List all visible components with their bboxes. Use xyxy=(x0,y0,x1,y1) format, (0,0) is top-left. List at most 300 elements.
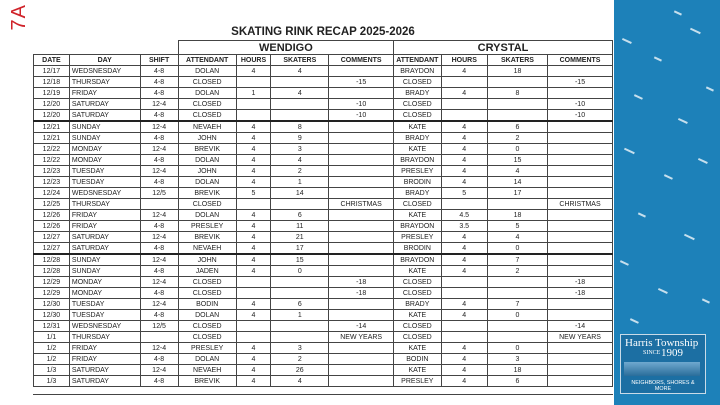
cell-att2: BRAYDON xyxy=(394,66,441,77)
cell-hrs xyxy=(236,77,271,88)
cell-hrs2 xyxy=(441,277,487,288)
table-row xyxy=(34,343,613,354)
col-shift: SHIFT xyxy=(140,55,178,66)
cell-sk2: 18 xyxy=(487,365,547,376)
cell-att: NEVAEH xyxy=(178,365,236,376)
col-day: DAY xyxy=(69,55,140,66)
cell-com2: -14 xyxy=(548,321,613,332)
cell-com xyxy=(329,354,394,365)
cell-hrs xyxy=(236,99,271,110)
cell-att2: CLOSED xyxy=(394,321,441,332)
table-row xyxy=(34,77,613,88)
cell-shift: 4-8 xyxy=(140,376,178,387)
cell-shift: 4-8 xyxy=(140,221,178,232)
cell-att2: BRAYDON xyxy=(394,254,441,266)
cell-day: FRIDAY xyxy=(69,343,140,354)
cell-sk2: 4 xyxy=(487,166,547,177)
cell-hrs2: 4 xyxy=(441,299,487,310)
cell-att2: CLOSED xyxy=(394,110,441,122)
cell-com xyxy=(329,133,394,144)
cell-com2 xyxy=(548,155,613,166)
table-body xyxy=(34,66,613,387)
cell-att2: KATE xyxy=(394,343,441,354)
cell-hrs2 xyxy=(441,321,487,332)
cell-att2: PRESLEY xyxy=(394,166,441,177)
cell-day: SUNDAY xyxy=(69,121,140,133)
cell-hrs2 xyxy=(441,199,487,210)
cell-att2: BRAYDON xyxy=(394,221,441,232)
cell-sk2: 2 xyxy=(487,133,547,144)
table-row xyxy=(34,254,613,266)
table-row xyxy=(34,99,613,110)
cell-com2 xyxy=(548,210,613,221)
cell-com2 xyxy=(548,166,613,177)
table-row xyxy=(34,321,613,332)
table-row xyxy=(34,277,613,288)
cell-hrs xyxy=(236,277,271,288)
cell-hrs: 4 xyxy=(236,310,271,321)
cell-att2: CLOSED xyxy=(394,277,441,288)
cell-hrs: 4 xyxy=(236,177,271,188)
logo-tagline: NEIGHBORS, SHORES & MORE xyxy=(631,380,695,392)
cell-shift: 12-4 xyxy=(140,166,178,177)
cell-day: MONDAY xyxy=(69,288,140,299)
cell-hrs2: 4 xyxy=(441,177,487,188)
cell-att2: BRODIN xyxy=(394,177,441,188)
table-row xyxy=(34,199,613,210)
cell-hrs: 4 xyxy=(236,266,271,277)
cell-hrs2 xyxy=(441,99,487,110)
cell-date: 12/28 xyxy=(34,254,70,266)
cell-com2 xyxy=(548,66,613,77)
cell-sk: 3 xyxy=(271,343,329,354)
col-comments: COMMENTS xyxy=(329,55,394,66)
cell-sk xyxy=(271,321,329,332)
cell-date: 12/30 xyxy=(34,310,70,321)
cell-day: FRIDAY xyxy=(69,221,140,232)
cell-shift: 4-8 xyxy=(140,66,178,77)
cell-hrs: 4 xyxy=(236,221,271,232)
cell-sk2: 6 xyxy=(487,121,547,133)
cell-hrs: 4 xyxy=(236,376,271,387)
cell-sk: 2 xyxy=(271,166,329,177)
cell-date: 12/29 xyxy=(34,277,70,288)
cell-att: PRESLEY xyxy=(178,221,236,232)
group-spacer xyxy=(34,41,179,55)
cell-date: 12/31 xyxy=(34,321,70,332)
cell-day: WEDSNESDAY xyxy=(69,188,140,199)
cell-com2 xyxy=(548,144,613,155)
cell-sk: 4 xyxy=(271,155,329,166)
cell-day: THURSDAY xyxy=(69,199,140,210)
cell-com xyxy=(329,254,394,266)
cell-sk xyxy=(271,277,329,288)
cell-att2: CLOSED xyxy=(394,288,441,299)
cell-att: JOHN xyxy=(178,133,236,144)
cell-att: PRESLEY xyxy=(178,343,236,354)
cell-com xyxy=(329,365,394,376)
cell-com: -14 xyxy=(329,321,394,332)
cell-hrs2: 4 xyxy=(441,155,487,166)
cell-sk2: 0 xyxy=(487,343,547,354)
table-row xyxy=(34,354,613,365)
table-row xyxy=(34,155,613,166)
cell-sk: 26 xyxy=(271,365,329,376)
cell-sk: 4 xyxy=(271,66,329,77)
cell-hrs: 4 xyxy=(236,66,271,77)
cell-att2: KATE xyxy=(394,266,441,277)
table-row xyxy=(34,121,613,133)
cell-att: CLOSED xyxy=(178,110,236,122)
cell-hrs: 4 xyxy=(236,166,271,177)
table-row xyxy=(34,221,613,232)
cell-att: CLOSED xyxy=(178,332,236,343)
cell-shift: 12-4 xyxy=(140,299,178,310)
cell-shift: 12-4 xyxy=(140,365,178,376)
cell-hrs2 xyxy=(441,332,487,343)
cell-sk2: 5 xyxy=(487,221,547,232)
cell-date: 12/23 xyxy=(34,166,70,177)
cell-shift: 4-8 xyxy=(140,288,178,299)
cell-sk: 21 xyxy=(271,232,329,243)
cell-hrs: 4 xyxy=(236,299,271,310)
cell-day: SUNDAY xyxy=(69,266,140,277)
cell-com2 xyxy=(548,188,613,199)
cell-sk2: 17 xyxy=(487,188,547,199)
table-row xyxy=(34,365,613,376)
cell-sk xyxy=(271,99,329,110)
cell-att2: PRESLEY xyxy=(394,376,441,387)
cell-hrs: 1 xyxy=(236,88,271,99)
cell-hrs xyxy=(236,288,271,299)
cell-com xyxy=(329,166,394,177)
cell-com2: -15 xyxy=(548,77,613,88)
cell-day: SATURDAY xyxy=(69,110,140,122)
cell-hrs: 4 xyxy=(236,254,271,266)
cell-sk2: 4 xyxy=(487,232,547,243)
cell-att: DOLAN xyxy=(178,310,236,321)
cell-hrs2 xyxy=(441,288,487,299)
cell-com2 xyxy=(548,376,613,387)
logo-year: 1909 xyxy=(661,347,683,359)
cell-hrs: 4 xyxy=(236,343,271,354)
cell-sk: 1 xyxy=(271,177,329,188)
cell-shift xyxy=(140,332,178,343)
cell-att: DOLAN xyxy=(178,210,236,221)
cell-att: JOHN xyxy=(178,254,236,266)
cell-sk2: 7 xyxy=(487,299,547,310)
cell-com2 xyxy=(548,254,613,266)
table-row xyxy=(34,232,613,243)
cell-att2: BRADY xyxy=(394,299,441,310)
cell-att: NEVAEH xyxy=(178,121,236,133)
cell-sk2: 0 xyxy=(487,310,547,321)
cell-com2 xyxy=(548,121,613,133)
table-row xyxy=(34,166,613,177)
cell-date: 12/18 xyxy=(34,77,70,88)
cell-com2 xyxy=(548,221,613,232)
cell-com2 xyxy=(548,365,613,376)
cell-date: 12/28 xyxy=(34,266,70,277)
cell-sk2: 15 xyxy=(487,155,547,166)
cell-hrs2 xyxy=(441,77,487,88)
cell-sk: 0 xyxy=(271,266,329,277)
cell-date: 12/26 xyxy=(34,210,70,221)
cell-sk2 xyxy=(487,77,547,88)
cell-com xyxy=(329,310,394,321)
cell-day: WEDSNESDAY xyxy=(69,66,140,77)
cell-shift: 4-8 xyxy=(140,88,178,99)
cell-hrs xyxy=(236,199,271,210)
cell-day: MONDAY xyxy=(69,155,140,166)
cell-com xyxy=(329,144,394,155)
cell-sk: 9 xyxy=(271,133,329,144)
cell-att: CLOSED xyxy=(178,199,236,210)
cell-att2: CLOSED xyxy=(394,332,441,343)
cell-com: -10 xyxy=(329,110,394,122)
table-row xyxy=(34,188,613,199)
table-row xyxy=(34,110,613,122)
cell-sk: 6 xyxy=(271,299,329,310)
cell-sk: 15 xyxy=(271,254,329,266)
cell-sk: 4 xyxy=(271,88,329,99)
group-crystal: CRYSTAL xyxy=(394,41,613,55)
cell-date: 12/20 xyxy=(34,110,70,122)
cell-hrs xyxy=(236,332,271,343)
col-comments-crystal: COMMENTS xyxy=(548,55,613,66)
logo-since: SINCE xyxy=(643,350,661,356)
cell-sk2: 3 xyxy=(487,354,547,365)
cell-att2: PRESLEY xyxy=(394,232,441,243)
cell-com: -18 xyxy=(329,277,394,288)
recap-table xyxy=(33,40,613,387)
cell-day: FRIDAY xyxy=(69,88,140,99)
cell-att: CLOSED xyxy=(178,77,236,88)
cell-att: DOLAN xyxy=(178,66,236,77)
cell-shift: 4-8 xyxy=(140,354,178,365)
cell-hrs: 4 xyxy=(236,133,271,144)
cell-date: 12/21 xyxy=(34,121,70,133)
cell-hrs2: 3.5 xyxy=(441,221,487,232)
cell-sk2 xyxy=(487,288,547,299)
cell-day: SATURDAY xyxy=(69,243,140,255)
bottom-rule xyxy=(33,394,613,395)
cell-sk2: 14 xyxy=(487,177,547,188)
cell-sk xyxy=(271,199,329,210)
cell-date: 1/3 xyxy=(34,376,70,387)
cell-att2: KATE xyxy=(394,121,441,133)
cell-com xyxy=(329,299,394,310)
cell-date: 12/25 xyxy=(34,199,70,210)
cell-day: SATURDAY xyxy=(69,232,140,243)
cell-shift: 12/5 xyxy=(140,321,178,332)
cell-hrs xyxy=(236,110,271,122)
cell-com2: NEW YEARS xyxy=(548,332,613,343)
cell-att2: BODIN xyxy=(394,354,441,365)
cell-shift: 12-4 xyxy=(140,343,178,354)
cell-sk2: 7 xyxy=(487,254,547,266)
cell-date: 12/30 xyxy=(34,299,70,310)
cell-sk2 xyxy=(487,110,547,122)
cell-day: TUESDAY xyxy=(69,310,140,321)
cell-shift: 4-8 xyxy=(140,177,178,188)
cell-com2 xyxy=(548,343,613,354)
cell-shift: 12-4 xyxy=(140,210,178,221)
cell-att2: CLOSED xyxy=(394,77,441,88)
cell-com xyxy=(329,376,394,387)
cell-com xyxy=(329,155,394,166)
cell-day: TUESDAY xyxy=(69,177,140,188)
col-attendant-crystal: ATTENDANT xyxy=(394,55,441,66)
cell-hrs: 4 xyxy=(236,210,271,221)
table-row xyxy=(34,144,613,155)
cell-att: DOLAN xyxy=(178,354,236,365)
cell-shift: 4-8 xyxy=(140,133,178,144)
cell-shift: 4-8 xyxy=(140,310,178,321)
cell-att: DOLAN xyxy=(178,155,236,166)
cell-com2: CHRISTMAS xyxy=(548,199,613,210)
cell-date: 12/22 xyxy=(34,144,70,155)
cell-sk: 11 xyxy=(271,221,329,232)
cell-sk: 6 xyxy=(271,210,329,221)
cell-att: DOLAN xyxy=(178,177,236,188)
cell-att2: KATE xyxy=(394,144,441,155)
cell-sk2: 2 xyxy=(487,266,547,277)
cell-com2: -18 xyxy=(548,277,613,288)
table-row xyxy=(34,177,613,188)
cell-shift: 12/5 xyxy=(140,188,178,199)
cell-att2: KATE xyxy=(394,365,441,376)
cell-att2: BRADY xyxy=(394,188,441,199)
cell-att2: BRADY xyxy=(394,133,441,144)
cell-sk: 17 xyxy=(271,243,329,255)
cell-shift: 12-4 xyxy=(140,254,178,266)
cell-shift: 4-8 xyxy=(140,77,178,88)
table-row xyxy=(34,288,613,299)
table-row xyxy=(34,210,613,221)
cell-day: SUNDAY xyxy=(69,133,140,144)
col-date: DATE xyxy=(34,55,70,66)
group-wendigo: WENDIGO xyxy=(178,41,393,55)
cell-att: BREVIK xyxy=(178,144,236,155)
cell-com2 xyxy=(548,266,613,277)
cell-hrs2: 4 xyxy=(441,232,487,243)
table-row xyxy=(34,332,613,343)
cell-hrs2 xyxy=(441,110,487,122)
cell-date: 12/22 xyxy=(34,155,70,166)
cell-day: FRIDAY xyxy=(69,354,140,365)
table-row xyxy=(34,266,613,277)
cell-shift: 12-4 xyxy=(140,277,178,288)
cell-hrs2: 4 xyxy=(441,343,487,354)
cell-sk: 3 xyxy=(271,144,329,155)
cell-sk2 xyxy=(487,277,547,288)
cell-com2: -10 xyxy=(548,110,613,122)
logo-name: Harris Township xyxy=(625,337,699,349)
cell-hrs2: 4 xyxy=(441,133,487,144)
col-hours-crystal: HOURS xyxy=(441,55,487,66)
cell-hrs2: 4 xyxy=(441,310,487,321)
cell-hrs: 4 xyxy=(236,155,271,166)
cell-day: TUESDAY xyxy=(69,299,140,310)
cell-com xyxy=(329,343,394,354)
cell-hrs2: 4 xyxy=(441,144,487,155)
cell-att2: KATE xyxy=(394,310,441,321)
cell-att2: KATE xyxy=(394,210,441,221)
cell-sk2: 18 xyxy=(487,210,547,221)
cell-hrs2: 4 xyxy=(441,354,487,365)
cell-com2 xyxy=(548,299,613,310)
cell-hrs: 4 xyxy=(236,144,271,155)
cell-com2 xyxy=(548,243,613,255)
cell-date: 12/17 xyxy=(34,66,70,77)
logo-water-image xyxy=(624,362,700,376)
cell-sk: 4 xyxy=(271,376,329,387)
cell-sk: 2 xyxy=(271,354,329,365)
cell-hrs2: 4 xyxy=(441,376,487,387)
cell-shift xyxy=(140,199,178,210)
cell-hrs2: 4 xyxy=(441,365,487,376)
cell-com2 xyxy=(548,232,613,243)
cell-hrs2: 4 xyxy=(441,243,487,255)
cell-sk: 1 xyxy=(271,310,329,321)
cell-day: SATURDAY xyxy=(69,376,140,387)
cell-hrs2: 4 xyxy=(441,88,487,99)
table-row xyxy=(34,133,613,144)
table-row xyxy=(34,243,613,255)
cell-att2: BRODIN xyxy=(394,243,441,255)
cell-att: BREVIK xyxy=(178,232,236,243)
cell-com xyxy=(329,121,394,133)
cell-sk2: 8 xyxy=(487,88,547,99)
cell-att2: CLOSED xyxy=(394,99,441,110)
cell-day: SUNDAY xyxy=(69,254,140,266)
cell-day: FRIDAY xyxy=(69,210,140,221)
cell-sk2 xyxy=(487,199,547,210)
recap-sheet xyxy=(33,2,613,397)
cell-att2: BRAYDON xyxy=(394,155,441,166)
cell-sk: 8 xyxy=(271,121,329,133)
cell-date: 12/21 xyxy=(34,133,70,144)
cell-att: DOLAN xyxy=(178,88,236,99)
cell-com xyxy=(329,177,394,188)
cell-day: SATURDAY xyxy=(69,365,140,376)
cell-att: NEVAEH xyxy=(178,243,236,255)
cell-att: JOHN xyxy=(178,166,236,177)
cell-day: MONDAY xyxy=(69,277,140,288)
cell-shift: 12-4 xyxy=(140,99,178,110)
cell-att2: BRADY xyxy=(394,88,441,99)
cell-com xyxy=(329,221,394,232)
cell-hrs: 4 xyxy=(236,121,271,133)
cell-hrs: 4 xyxy=(236,365,271,376)
cell-hrs2: 4 xyxy=(441,166,487,177)
cell-date: 12/20 xyxy=(34,99,70,110)
cell-day: THURSDAY xyxy=(69,77,140,88)
table-row xyxy=(34,88,613,99)
cell-att: JADEN xyxy=(178,266,236,277)
cell-hrs2: 5 xyxy=(441,188,487,199)
cell-date: 12/23 xyxy=(34,177,70,188)
cell-shift: 12-4 xyxy=(140,121,178,133)
cell-att: CLOSED xyxy=(178,99,236,110)
cell-hrs2: 4 xyxy=(441,254,487,266)
cell-hrs: 4 xyxy=(236,243,271,255)
cell-date: 12/27 xyxy=(34,232,70,243)
cell-com xyxy=(329,66,394,77)
cell-com xyxy=(329,232,394,243)
cell-att: BODIN xyxy=(178,299,236,310)
